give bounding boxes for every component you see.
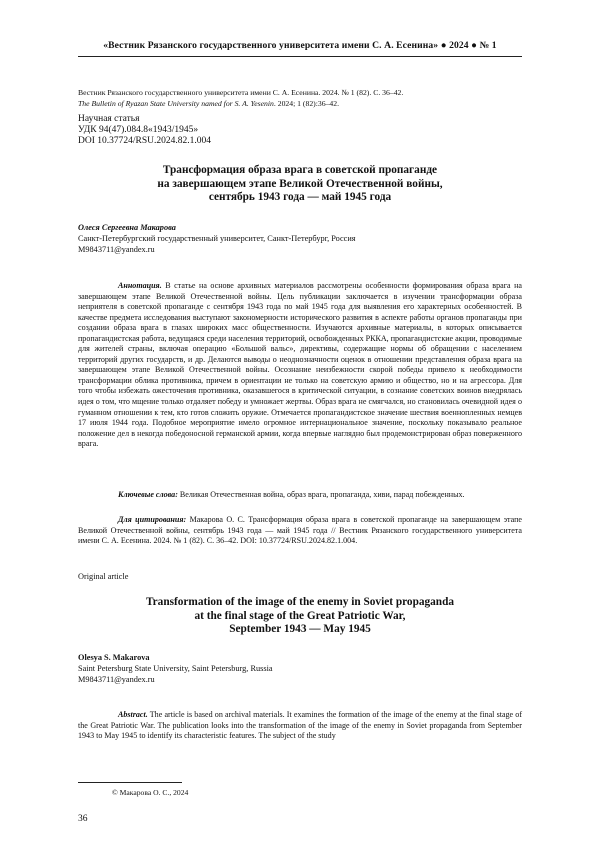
title-en-line: Transformation of the image of the enemy in Soviet propaganda [145,596,455,608]
author-en [78,652,522,685]
citation-en [78,99,522,110]
footnote-rule [78,782,182,783]
citation-en-tail: . 2024; 1 (82):36–42. [273,98,340,108]
copyright-footnote: © Макарова О. С., 2024 [112,788,189,797]
author-affiliation-en: Saint Petersburg State University, Saint Petersburg, Russia [78,664,273,673]
author-email-en[interactable]: M9843711@yandex.ru [78,675,155,684]
cite-text-ru: Макарова О. С. Трансформация образа врага в советской пропаганде на завершающем этапе Великой Отечественной войны, сентябрь 1943 года — май 1945 года // Вестник Рязанского государственного университета имени С. А. Есенина. 2024. № 1 (82). С. 36–42. DOI: 10.37724/RSU.2024.82.1.004. [78,515,522,546]
author-affiliation-ru: Санкт-Петербургский государственный университет, Санкт-Петербург, Россия [78,234,356,243]
abstract-ru [78,281,522,450]
title-ru-line: на завершающем этапе Великой Отечественной войны, [157,177,443,190]
article-meta [78,114,522,147]
citation-en-journal: The Bulletin of Ryazan State University named for S. A. Yesenin [78,98,274,108]
cite-ru [78,515,522,547]
abstract-text-en: The article is based on archival materials. It examines the formation of the image of the enemy at the final stage of the Great Patriotic War. The publication looks into the transformation of the image of the enemy in Soviet propaganda from September 1943 to May 1945 to identify its characteristic features. The subject of the study [78,710,522,741]
udc-code: УДК 94(47).084.8«1943/1945» [78,125,199,135]
title-en-line: September 1943 — May 1945 [229,623,371,635]
title-ru [78,164,522,205]
abstract-label-en: Abstract. [118,710,148,719]
author-ru [78,222,522,255]
title-en [78,596,522,637]
citation-ru: Вестник Рязанского государственного университета имени С. А. Есенина. 2024. № 1 (82). С. 36–42. [78,88,404,97]
cite-label-ru: Для цитирования: [118,515,187,524]
doi: DOI 10.37724/RSU.2024.82.1.004 [78,136,212,146]
keywords-label-ru: Ключевые слова: [118,490,178,499]
abstract-en [78,710,522,742]
abstract-label-ru: Аннотация. [118,281,162,290]
abstract-text-ru: В статье на основе архивных материалов рассмотрены особенности формирования образа врага на завершающем этапе Великой Отечественной войны. Цель публикации заключается в изучении трансформации образа неприятеля в советской пропаганде с сентября 1943 года по май 1945 года для выявления его характерных особенностей. В качестве предмета исследования выступают закономерности исторического развития в аспекте работы органов пропаганды при создании образа врага в глазах широких масс общественности. Изучаются архивные материалы, в которых описывается пропагандистская работа, ведущаяся среди населения территорий, освобожденных РККА, пропагандистские акции, проводимые для жителей страны, включая операцию «Большой вальс», директивы, содержащие нормы об обращении с населением территорий других государств, и др. Делаются выводы о неоднозначности оценок в отношении представления образа врага на завершающем этапе Великой Отечественной войны. Осознание неизбежности скорой победы привело к необходимости трансформации облика противника, причем в ориентации не только на советскую армию и общество, но и на агрессора. Для того чтобы избежать ожесточения противника, оказавшегося в критической ситуации, в сознание советских воинов внедрялась идея о том, что мщение только отдаляет победу и умножает жертвы. Образ врага не смягчался, но становилась очевидной идея о гуманном отношении к тем, кто готов сложить оружие. Отмечается пропагандистское значение шествия военнопленных немцев 17 июля 1944 года. Подобное мероприятие имело огромное интернациональное значение, поскольку показывало реальное положение дел в некогда победоносной германской армии, когда впервые наглядно был продемонстрирован образ поверженного врага. [78,281,522,449]
article-type-en: Original article [78,572,129,581]
author-email-ru[interactable]: M9843711@yandex.ru [78,245,155,254]
page-number: 36 [78,814,88,824]
author-name-en: Olesya S. Makarova [78,653,150,662]
header-rule [78,56,522,57]
title-ru-line: Трансформация образа врага в советской пропаганде [162,164,438,176]
article-type-ru: Научная статья [78,114,140,124]
author-name-ru: Олеся Сергеевна Макарова [78,223,176,232]
title-en-line: at the final stage of the Great Patriotic War, [194,609,406,622]
title-ru-line: сентябрь 1943 года — май 1945 года [208,191,392,203]
keywords-ru [78,490,522,501]
running-header: «Вестник Рязанского государственного университета имени С. А. Есенина» ● 2024 ● № 1 [103,40,497,51]
keywords-text-ru: Великая Отечественная война, образ врага, пропаганда, хиви, парад побежденных. [177,490,465,499]
journal-citation [78,88,522,109]
